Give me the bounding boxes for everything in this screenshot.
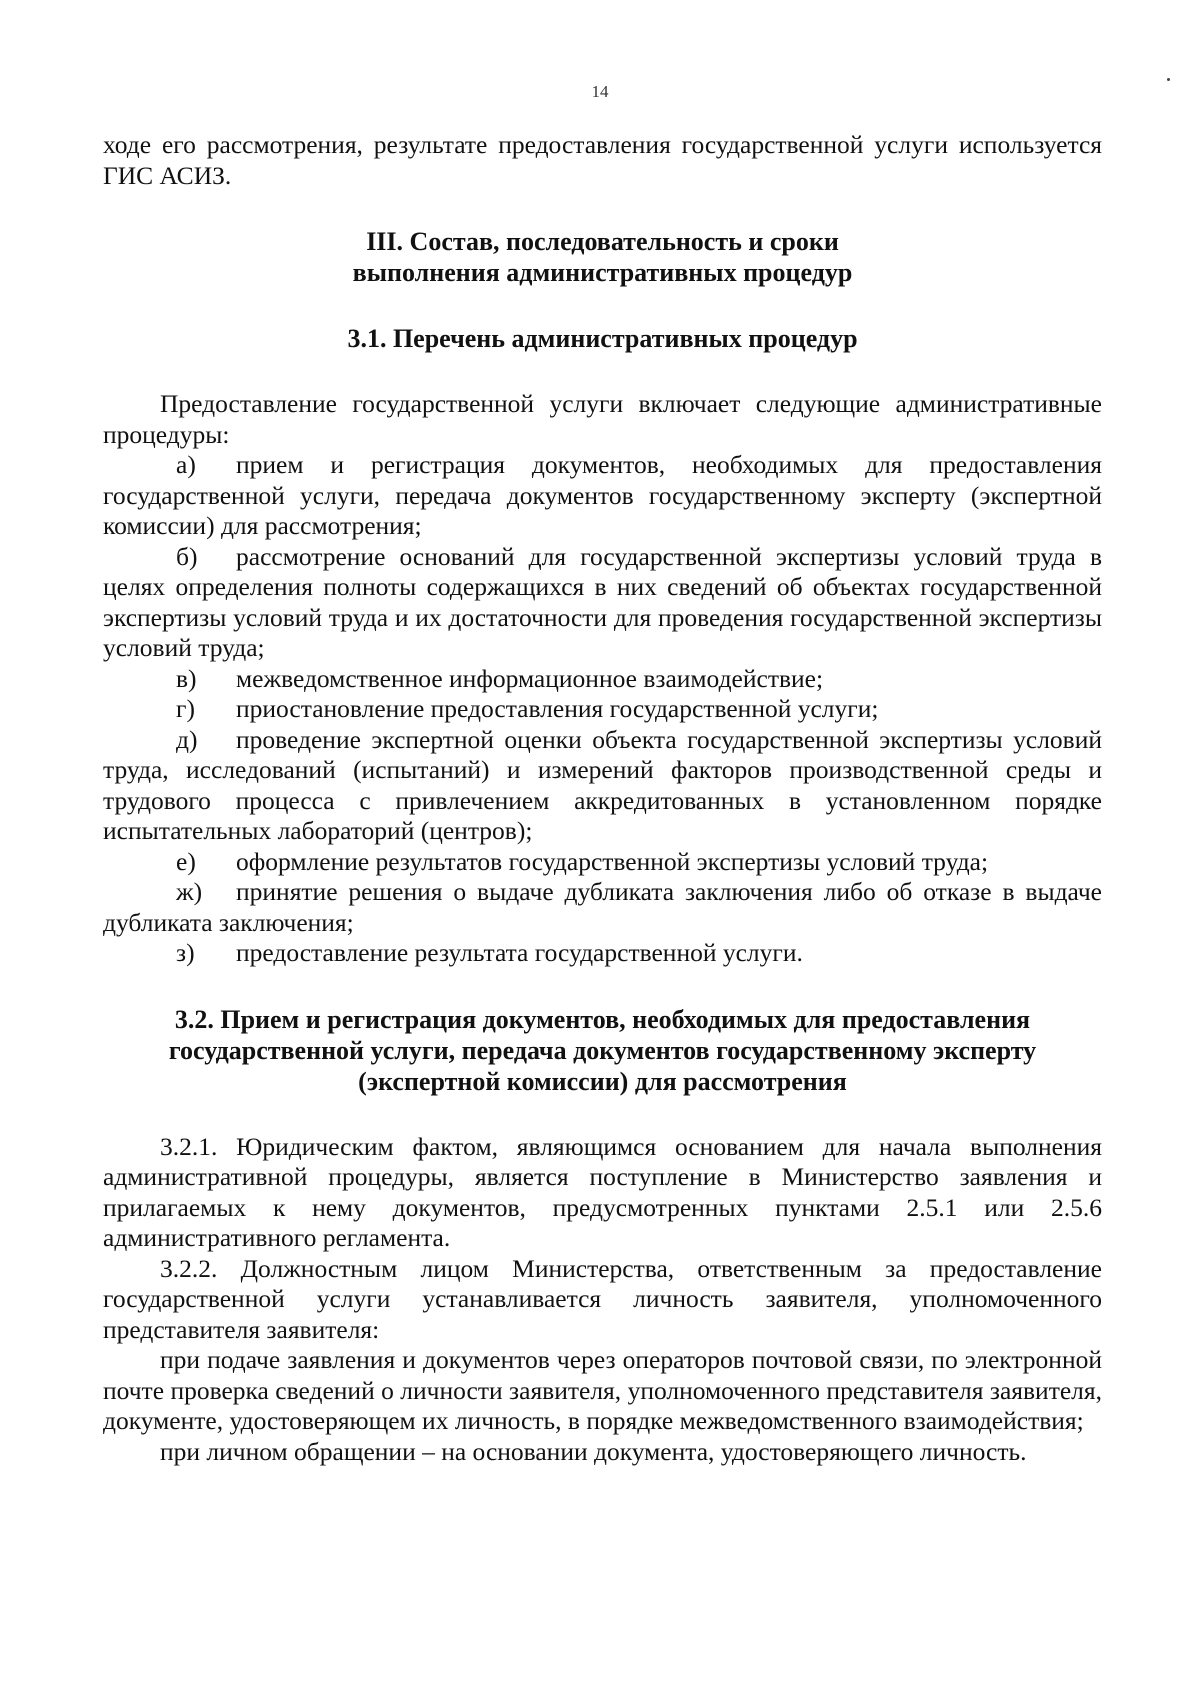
list-item-letter: д): [176, 724, 198, 754]
continuation-paragraph: ходе его рассмотрения, результате предоставления государственной услуги используется ГИС АСИЗ.: [103, 130, 1102, 190]
section-3-2-heading: [103, 1004, 1102, 1097]
list-item: [103, 664, 1102, 695]
list-item: [103, 877, 1102, 938]
list-item-text: прием и регистрация документов, необходимых для предоставления государственной услуги, передача документов государственному эксперту (экспертной комиссии) для рассмотрения;: [103, 450, 1102, 540]
section-3-1-heading: 3.1. Перечень административных процедур: [347, 324, 858, 353]
list-item-letter: а): [176, 450, 196, 479]
scan-speck: [1167, 78, 1170, 81]
list-item: [103, 542, 1102, 664]
list-item-letter: в): [176, 663, 197, 693]
paragraph-3-2-1: 3.2.1. Юридическим фактом, являющимся основанием для начала выполнения административной процедуры, является поступление в Министерство заявления и прилагаемых к нему документов, предусмотренных пунктами 2.5.1 или 2.5.6 административного регламента.: [103, 1131, 1102, 1252]
list-item: [103, 694, 1102, 725]
list-item: [103, 847, 1102, 878]
list-item-text: оформление результатов государственной экспертизы условий труда;: [236, 846, 989, 876]
list-item-letter: ж): [176, 877, 203, 906]
page-content: [103, 130, 1102, 1467]
section-3-2-heading-line-3: (экспертной комиссии) для рассмотрения: [358, 1066, 847, 1096]
section-3-heading: [103, 226, 1102, 288]
section-3-heading-line-1: III. Состав, последовательность и сроки: [366, 227, 839, 256]
list-item-text: приостановление предоставления государственной услуги;: [236, 694, 879, 723]
list-item: [103, 938, 1102, 969]
list-item: [103, 725, 1102, 847]
section-3-2-heading-line-2: государственной услуги, передача документов государственному эксперту: [168, 1035, 1037, 1065]
paragraph-personal-visit: при личном обращении – на основании документа, удостоверяющего личность.: [160, 1436, 1027, 1466]
list-item-letter: г): [176, 694, 195, 723]
list-item: [103, 450, 1102, 542]
page-number: 14: [591, 82, 609, 101]
section-3-2-heading-line-1: 3.2. Прием и регистрация документов, необходимых для предоставления: [174, 1004, 1031, 1034]
paragraph-3-2-2: 3.2.2. Должностным лицом Министерства, ответственным за предоставление государственной услуги устанавливается личность заявителя, уполномоченного представителя заявителя:: [103, 1253, 1102, 1344]
paragraph-postal-submission: при подаче заявления и документов через операторов почтовой связи, по электронной почте проверка сведений о личности заявителя, уполномоченного представителя заявителя, документе, удостоверяющем их личность, в порядке межведомственного взаимодействия;: [103, 1345, 1102, 1435]
section-3-1-intro: Предоставление государственной услуги включает следующие административные процедуры:: [103, 389, 1102, 449]
list-item-letter: б): [176, 541, 198, 571]
list-item-letter: з): [176, 938, 195, 967]
list-item-text: проведение экспертной оценки объекта государственной экспертизы условий труда, исследований (испытаний) и измерений факторов производственной среды и трудового процесса с привлечением аккредитованных в установленном порядке испытательных лабораторий (центров);: [103, 724, 1102, 845]
list-item-text: принятие решения о выдаче дубликата заключения либо об отказе в выдаче дубликата заключения;: [103, 877, 1102, 937]
list-item-text: рассмотрение оснований для государственной экспертизы условий труда в целях определения полноты содержащихся в них сведений об объектах государственной экспертизы условий труда и их достаточности для проведения государственной экспертизы условий труда;: [103, 541, 1102, 662]
procedures-list: [103, 450, 1102, 969]
list-item-text: предоставление результата государственной услуги.: [236, 938, 803, 967]
section-3-heading-line-2: выполнения административных процедур: [352, 258, 853, 287]
list-item-text: межведомственное информационное взаимодействие;: [236, 663, 824, 693]
list-item-letter: е): [176, 846, 196, 876]
